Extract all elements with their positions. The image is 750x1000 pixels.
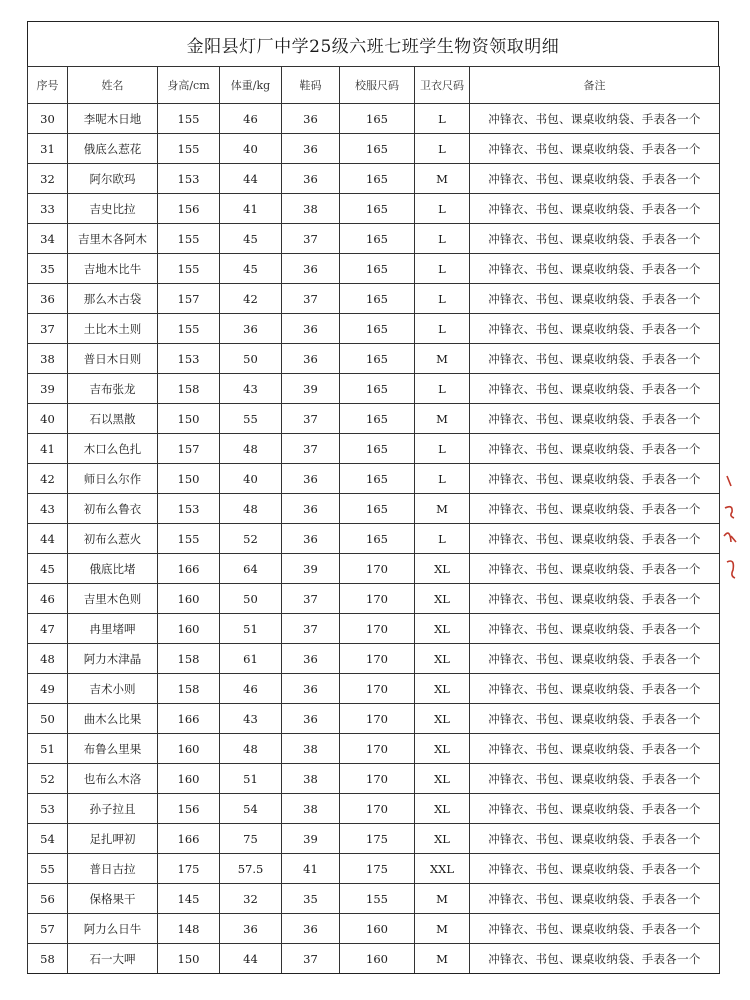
shoe-size-cell: 37 <box>282 584 340 614</box>
student-name: 木口么色扎 <box>68 434 158 464</box>
uniform-size-cell: 170 <box>340 794 415 824</box>
uniform-size-cell: 165 <box>340 524 415 554</box>
hoodie-size-cell: L <box>415 254 470 284</box>
student-name: 初布么鲁衣 <box>68 494 158 524</box>
hoodie-size-cell: M <box>415 164 470 194</box>
student-name: 那么木古袋 <box>68 284 158 314</box>
height-cell: 153 <box>158 164 220 194</box>
uniform-size-cell: 175 <box>340 824 415 854</box>
note-cell: 冲锋衣、书包、课桌收纳袋、手表各一个 <box>470 794 720 824</box>
header-shoe-size: 鞋码 <box>282 67 340 104</box>
uniform-size-cell: 165 <box>340 434 415 464</box>
shoe-size-cell: 36 <box>282 164 340 194</box>
shoe-size-cell: 37 <box>282 284 340 314</box>
shoe-size-cell: 38 <box>282 194 340 224</box>
note-cell: 冲锋衣、书包、课桌收纳袋、手表各一个 <box>470 824 720 854</box>
note-cell: 冲锋衣、书包、课桌收纳袋、手表各一个 <box>470 884 720 914</box>
table-row <box>28 494 720 524</box>
shoe-size-cell: 37 <box>282 614 340 644</box>
height-cell: 155 <box>158 224 220 254</box>
table-row <box>28 824 720 854</box>
uniform-size-cell: 165 <box>340 254 415 284</box>
table-row <box>28 734 720 764</box>
uniform-size-cell: 170 <box>340 704 415 734</box>
table-row <box>28 464 720 494</box>
note-cell: 冲锋衣、书包、课桌收纳袋、手表各一个 <box>470 104 720 134</box>
table-row <box>28 104 720 134</box>
hoodie-size-cell: L <box>415 524 470 554</box>
hoodie-size-cell: L <box>415 374 470 404</box>
shoe-size-cell: 36 <box>282 914 340 944</box>
uniform-size-cell: 165 <box>340 284 415 314</box>
height-cell: 155 <box>158 254 220 284</box>
header-weight: 体重/kg <box>220 67 282 104</box>
table-row <box>28 374 720 404</box>
header-index: 序号 <box>28 67 68 104</box>
note-cell: 冲锋衣、书包、课桌收纳袋、手表各一个 <box>470 434 720 464</box>
weight-cell: 40 <box>220 134 282 164</box>
height-cell: 150 <box>158 404 220 434</box>
note-cell: 冲锋衣、书包、课桌收纳袋、手表各一个 <box>470 254 720 284</box>
student-name: 普日木日则 <box>68 344 158 374</box>
shoe-size-cell: 36 <box>282 674 340 704</box>
height-cell: 166 <box>158 704 220 734</box>
table-row <box>28 644 720 674</box>
table-row <box>28 944 720 974</box>
row-index: 50 <box>28 704 68 734</box>
uniform-size-cell: 170 <box>340 674 415 704</box>
table-row <box>28 914 720 944</box>
weight-cell: 52 <box>220 524 282 554</box>
hoodie-size-cell: XL <box>415 824 470 854</box>
shoe-size-cell: 38 <box>282 764 340 794</box>
row-index: 43 <box>28 494 68 524</box>
height-cell: 157 <box>158 284 220 314</box>
weight-cell: 50 <box>220 584 282 614</box>
height-cell: 150 <box>158 944 220 974</box>
student-name: 孙子拉且 <box>68 794 158 824</box>
weight-cell: 57.5 <box>220 854 282 884</box>
hoodie-size-cell: M <box>415 404 470 434</box>
row-index: 40 <box>28 404 68 434</box>
table-row <box>28 224 720 254</box>
weight-cell: 45 <box>220 224 282 254</box>
row-index: 51 <box>28 734 68 764</box>
row-index: 30 <box>28 104 68 134</box>
note-cell: 冲锋衣、书包、课桌收纳袋、手表各一个 <box>470 374 720 404</box>
note-cell: 冲锋衣、书包、课桌收纳袋、手表各一个 <box>470 584 720 614</box>
student-name: 吉布张龙 <box>68 374 158 404</box>
shoe-size-cell: 39 <box>282 824 340 854</box>
table-header-row <box>28 67 720 104</box>
uniform-size-cell: 160 <box>340 944 415 974</box>
hoodie-size-cell: XL <box>415 764 470 794</box>
row-index: 32 <box>28 164 68 194</box>
student-name: 吉术小则 <box>68 674 158 704</box>
weight-cell: 54 <box>220 794 282 824</box>
shoe-size-cell: 36 <box>282 494 340 524</box>
note-cell: 冲锋衣、书包、课桌收纳袋、手表各一个 <box>470 164 720 194</box>
student-name: 俄底么惹花 <box>68 134 158 164</box>
hoodie-size-cell: XL <box>415 674 470 704</box>
note-cell: 冲锋衣、书包、课桌收纳袋、手表各一个 <box>470 914 720 944</box>
student-name: 吉地木比牛 <box>68 254 158 284</box>
hoodie-size-cell: M <box>415 344 470 374</box>
student-name: 师日么尔作 <box>68 464 158 494</box>
weight-cell: 48 <box>220 494 282 524</box>
table-row <box>28 164 720 194</box>
uniform-size-cell: 170 <box>340 614 415 644</box>
note-cell: 冲锋衣、书包、课桌收纳袋、手表各一个 <box>470 494 720 524</box>
height-cell: 157 <box>158 434 220 464</box>
hoodie-size-cell: XL <box>415 584 470 614</box>
handwritten-mark <box>715 470 750 580</box>
row-index: 47 <box>28 614 68 644</box>
hoodie-size-cell: XL <box>415 734 470 764</box>
note-cell: 冲锋衣、书包、课桌收纳袋、手表各一个 <box>470 344 720 374</box>
uniform-size-cell: 160 <box>340 914 415 944</box>
table-body <box>28 104 720 974</box>
uniform-size-cell: 165 <box>340 224 415 254</box>
note-cell: 冲锋衣、书包、课桌收纳袋、手表各一个 <box>470 704 720 734</box>
table-row <box>28 794 720 824</box>
row-index: 37 <box>28 314 68 344</box>
weight-cell: 75 <box>220 824 282 854</box>
uniform-size-cell: 165 <box>340 464 415 494</box>
table-row <box>28 194 720 224</box>
table-row <box>28 314 720 344</box>
student-name: 冉里堵呷 <box>68 614 158 644</box>
table-row <box>28 284 720 314</box>
student-name: 土比木土则 <box>68 314 158 344</box>
height-cell: 155 <box>158 104 220 134</box>
weight-cell: 36 <box>220 914 282 944</box>
student-name: 初布么惹火 <box>68 524 158 554</box>
uniform-size-cell: 170 <box>340 734 415 764</box>
header-note: 备注 <box>470 67 720 104</box>
hoodie-size-cell: XL <box>415 794 470 824</box>
uniform-size-cell: 170 <box>340 554 415 584</box>
row-index: 55 <box>28 854 68 884</box>
table-row <box>28 404 720 434</box>
row-index: 58 <box>28 944 68 974</box>
student-name: 石以黑散 <box>68 404 158 434</box>
table-row <box>28 434 720 464</box>
height-cell: 166 <box>158 824 220 854</box>
header-uniform-size: 校服尺码 <box>340 67 415 104</box>
uniform-size-cell: 165 <box>340 344 415 374</box>
row-index: 38 <box>28 344 68 374</box>
note-cell: 冲锋衣、书包、课桌收纳袋、手表各一个 <box>470 284 720 314</box>
student-name: 吉里木色则 <box>68 584 158 614</box>
row-index: 34 <box>28 224 68 254</box>
row-index: 54 <box>28 824 68 854</box>
student-name: 普日古拉 <box>68 854 158 884</box>
uniform-size-cell: 175 <box>340 854 415 884</box>
row-index: 53 <box>28 794 68 824</box>
weight-cell: 36 <box>220 314 282 344</box>
uniform-size-cell: 165 <box>340 104 415 134</box>
row-index: 31 <box>28 134 68 164</box>
shoe-size-cell: 38 <box>282 734 340 764</box>
note-cell: 冲锋衣、书包、课桌收纳袋、手表各一个 <box>470 614 720 644</box>
uniform-size-cell: 165 <box>340 134 415 164</box>
height-cell: 160 <box>158 584 220 614</box>
height-cell: 145 <box>158 884 220 914</box>
hoodie-size-cell: XL <box>415 644 470 674</box>
weight-cell: 64 <box>220 554 282 584</box>
shoe-size-cell: 37 <box>282 944 340 974</box>
height-cell: 158 <box>158 674 220 704</box>
height-cell: 148 <box>158 914 220 944</box>
weight-cell: 61 <box>220 644 282 674</box>
uniform-size-cell: 165 <box>340 404 415 434</box>
note-cell: 冲锋衣、书包、课桌收纳袋、手表各一个 <box>470 194 720 224</box>
row-index: 49 <box>28 674 68 704</box>
hoodie-size-cell: L <box>415 224 470 254</box>
note-cell: 冲锋衣、书包、课桌收纳袋、手表各一个 <box>470 674 720 704</box>
height-cell: 155 <box>158 524 220 554</box>
shoe-size-cell: 37 <box>282 434 340 464</box>
height-cell: 153 <box>158 344 220 374</box>
hoodie-size-cell: L <box>415 434 470 464</box>
header-height: 身高/cm <box>158 67 220 104</box>
weight-cell: 41 <box>220 194 282 224</box>
row-index: 39 <box>28 374 68 404</box>
weight-cell: 32 <box>220 884 282 914</box>
table-row <box>28 764 720 794</box>
height-cell: 156 <box>158 194 220 224</box>
shoe-size-cell: 38 <box>282 794 340 824</box>
height-cell: 153 <box>158 494 220 524</box>
header-name: 姓名 <box>68 67 158 104</box>
table-row <box>28 344 720 374</box>
shoe-size-cell: 36 <box>282 314 340 344</box>
row-index: 42 <box>28 464 68 494</box>
shoe-size-cell: 39 <box>282 554 340 584</box>
note-cell: 冲锋衣、书包、课桌收纳袋、手表各一个 <box>470 464 720 494</box>
student-name: 石一大呷 <box>68 944 158 974</box>
table-row <box>28 254 720 284</box>
shoe-size-cell: 35 <box>282 884 340 914</box>
uniform-size-cell: 170 <box>340 584 415 614</box>
height-cell: 150 <box>158 464 220 494</box>
height-cell: 160 <box>158 734 220 764</box>
shoe-size-cell: 41 <box>282 854 340 884</box>
note-cell: 冲锋衣、书包、课桌收纳袋、手表各一个 <box>470 854 720 884</box>
height-cell: 155 <box>158 134 220 164</box>
weight-cell: 50 <box>220 344 282 374</box>
student-name: 足扎呷初 <box>68 824 158 854</box>
table-row <box>28 854 720 884</box>
row-index: 35 <box>28 254 68 284</box>
student-name: 吉里木各阿木 <box>68 224 158 254</box>
row-index: 36 <box>28 284 68 314</box>
weight-cell: 44 <box>220 164 282 194</box>
table-row <box>28 704 720 734</box>
student-name: 保格果干 <box>68 884 158 914</box>
hoodie-size-cell: M <box>415 494 470 524</box>
note-cell: 冲锋衣、书包、课桌收纳袋、手表各一个 <box>470 734 720 764</box>
row-index: 41 <box>28 434 68 464</box>
uniform-size-cell: 165 <box>340 164 415 194</box>
table-row <box>28 134 720 164</box>
table-row <box>28 554 720 584</box>
weight-cell: 51 <box>220 614 282 644</box>
weight-cell: 55 <box>220 404 282 434</box>
student-name: 也布么木洛 <box>68 764 158 794</box>
uniform-size-cell: 165 <box>340 374 415 404</box>
shoe-size-cell: 37 <box>282 224 340 254</box>
table-row <box>28 524 720 554</box>
row-index: 57 <box>28 914 68 944</box>
uniform-size-cell: 165 <box>340 314 415 344</box>
shoe-size-cell: 36 <box>282 704 340 734</box>
weight-cell: 46 <box>220 674 282 704</box>
row-index: 48 <box>28 644 68 674</box>
student-name: 吉史比拉 <box>68 194 158 224</box>
table-row <box>28 584 720 614</box>
student-name: 布鲁么里果 <box>68 734 158 764</box>
uniform-size-cell: 165 <box>340 194 415 224</box>
hoodie-size-cell: L <box>415 464 470 494</box>
shoe-size-cell: 36 <box>282 254 340 284</box>
header-hoodie-size: 卫衣尺码 <box>415 67 470 104</box>
note-cell: 冲锋衣、书包、课桌收纳袋、手表各一个 <box>470 404 720 434</box>
student-name: 阿尔欧玛 <box>68 164 158 194</box>
hoodie-size-cell: XL <box>415 704 470 734</box>
shoe-size-cell: 36 <box>282 644 340 674</box>
hoodie-size-cell: M <box>415 944 470 974</box>
student-name: 李呢木日地 <box>68 104 158 134</box>
height-cell: 175 <box>158 854 220 884</box>
table-row <box>28 614 720 644</box>
hoodie-size-cell: XL <box>415 614 470 644</box>
weight-cell: 48 <box>220 734 282 764</box>
shoe-size-cell: 36 <box>282 134 340 164</box>
note-cell: 冲锋衣、书包、课桌收纳袋、手表各一个 <box>470 134 720 164</box>
student-name: 曲木么比果 <box>68 704 158 734</box>
material-table <box>27 66 720 974</box>
uniform-size-cell: 155 <box>340 884 415 914</box>
row-index: 56 <box>28 884 68 914</box>
row-index: 33 <box>28 194 68 224</box>
table-row <box>28 884 720 914</box>
height-cell: 160 <box>158 764 220 794</box>
hoodie-size-cell: L <box>415 194 470 224</box>
hoodie-size-cell: M <box>415 884 470 914</box>
height-cell: 166 <box>158 554 220 584</box>
hoodie-size-cell: L <box>415 134 470 164</box>
hoodie-size-cell: L <box>415 314 470 344</box>
row-index: 52 <box>28 764 68 794</box>
weight-cell: 45 <box>220 254 282 284</box>
weight-cell: 46 <box>220 104 282 134</box>
student-name: 阿力么日牛 <box>68 914 158 944</box>
hoodie-size-cell: M <box>415 914 470 944</box>
shoe-size-cell: 36 <box>282 524 340 554</box>
sheet-title: 金阳县灯厂中学25级六班七班学生物资领取明细 <box>27 21 719 66</box>
uniform-size-cell: 170 <box>340 764 415 794</box>
height-cell: 155 <box>158 314 220 344</box>
weight-cell: 43 <box>220 374 282 404</box>
shoe-size-cell: 39 <box>282 374 340 404</box>
shoe-size-cell: 37 <box>282 404 340 434</box>
height-cell: 158 <box>158 644 220 674</box>
height-cell: 156 <box>158 794 220 824</box>
row-index: 44 <box>28 524 68 554</box>
uniform-size-cell: 170 <box>340 644 415 674</box>
height-cell: 158 <box>158 374 220 404</box>
weight-cell: 40 <box>220 464 282 494</box>
row-index: 45 <box>28 554 68 584</box>
table-row <box>28 674 720 704</box>
row-index: 46 <box>28 584 68 614</box>
hoodie-size-cell: L <box>415 104 470 134</box>
note-cell: 冲锋衣、书包、课桌收纳袋、手表各一个 <box>470 644 720 674</box>
shoe-size-cell: 36 <box>282 464 340 494</box>
uniform-size-cell: 165 <box>340 494 415 524</box>
note-cell: 冲锋衣、书包、课桌收纳袋、手表各一个 <box>470 524 720 554</box>
hoodie-size-cell: XXL <box>415 854 470 884</box>
hoodie-size-cell: XL <box>415 554 470 584</box>
student-name: 俄底比堵 <box>68 554 158 584</box>
weight-cell: 48 <box>220 434 282 464</box>
shoe-size-cell: 36 <box>282 104 340 134</box>
weight-cell: 42 <box>220 284 282 314</box>
weight-cell: 43 <box>220 704 282 734</box>
hoodie-size-cell: L <box>415 284 470 314</box>
shoe-size-cell: 36 <box>282 344 340 374</box>
note-cell: 冲锋衣、书包、课桌收纳袋、手表各一个 <box>470 554 720 584</box>
material-sheet <box>27 21 719 974</box>
height-cell: 160 <box>158 614 220 644</box>
note-cell: 冲锋衣、书包、课桌收纳袋、手表各一个 <box>470 764 720 794</box>
weight-cell: 44 <box>220 944 282 974</box>
note-cell: 冲锋衣、书包、课桌收纳袋、手表各一个 <box>470 944 720 974</box>
weight-cell: 51 <box>220 764 282 794</box>
note-cell: 冲锋衣、书包、课桌收纳袋、手表各一个 <box>470 314 720 344</box>
student-name: 阿力木津晶 <box>68 644 158 674</box>
note-cell: 冲锋衣、书包、课桌收纳袋、手表各一个 <box>470 224 720 254</box>
